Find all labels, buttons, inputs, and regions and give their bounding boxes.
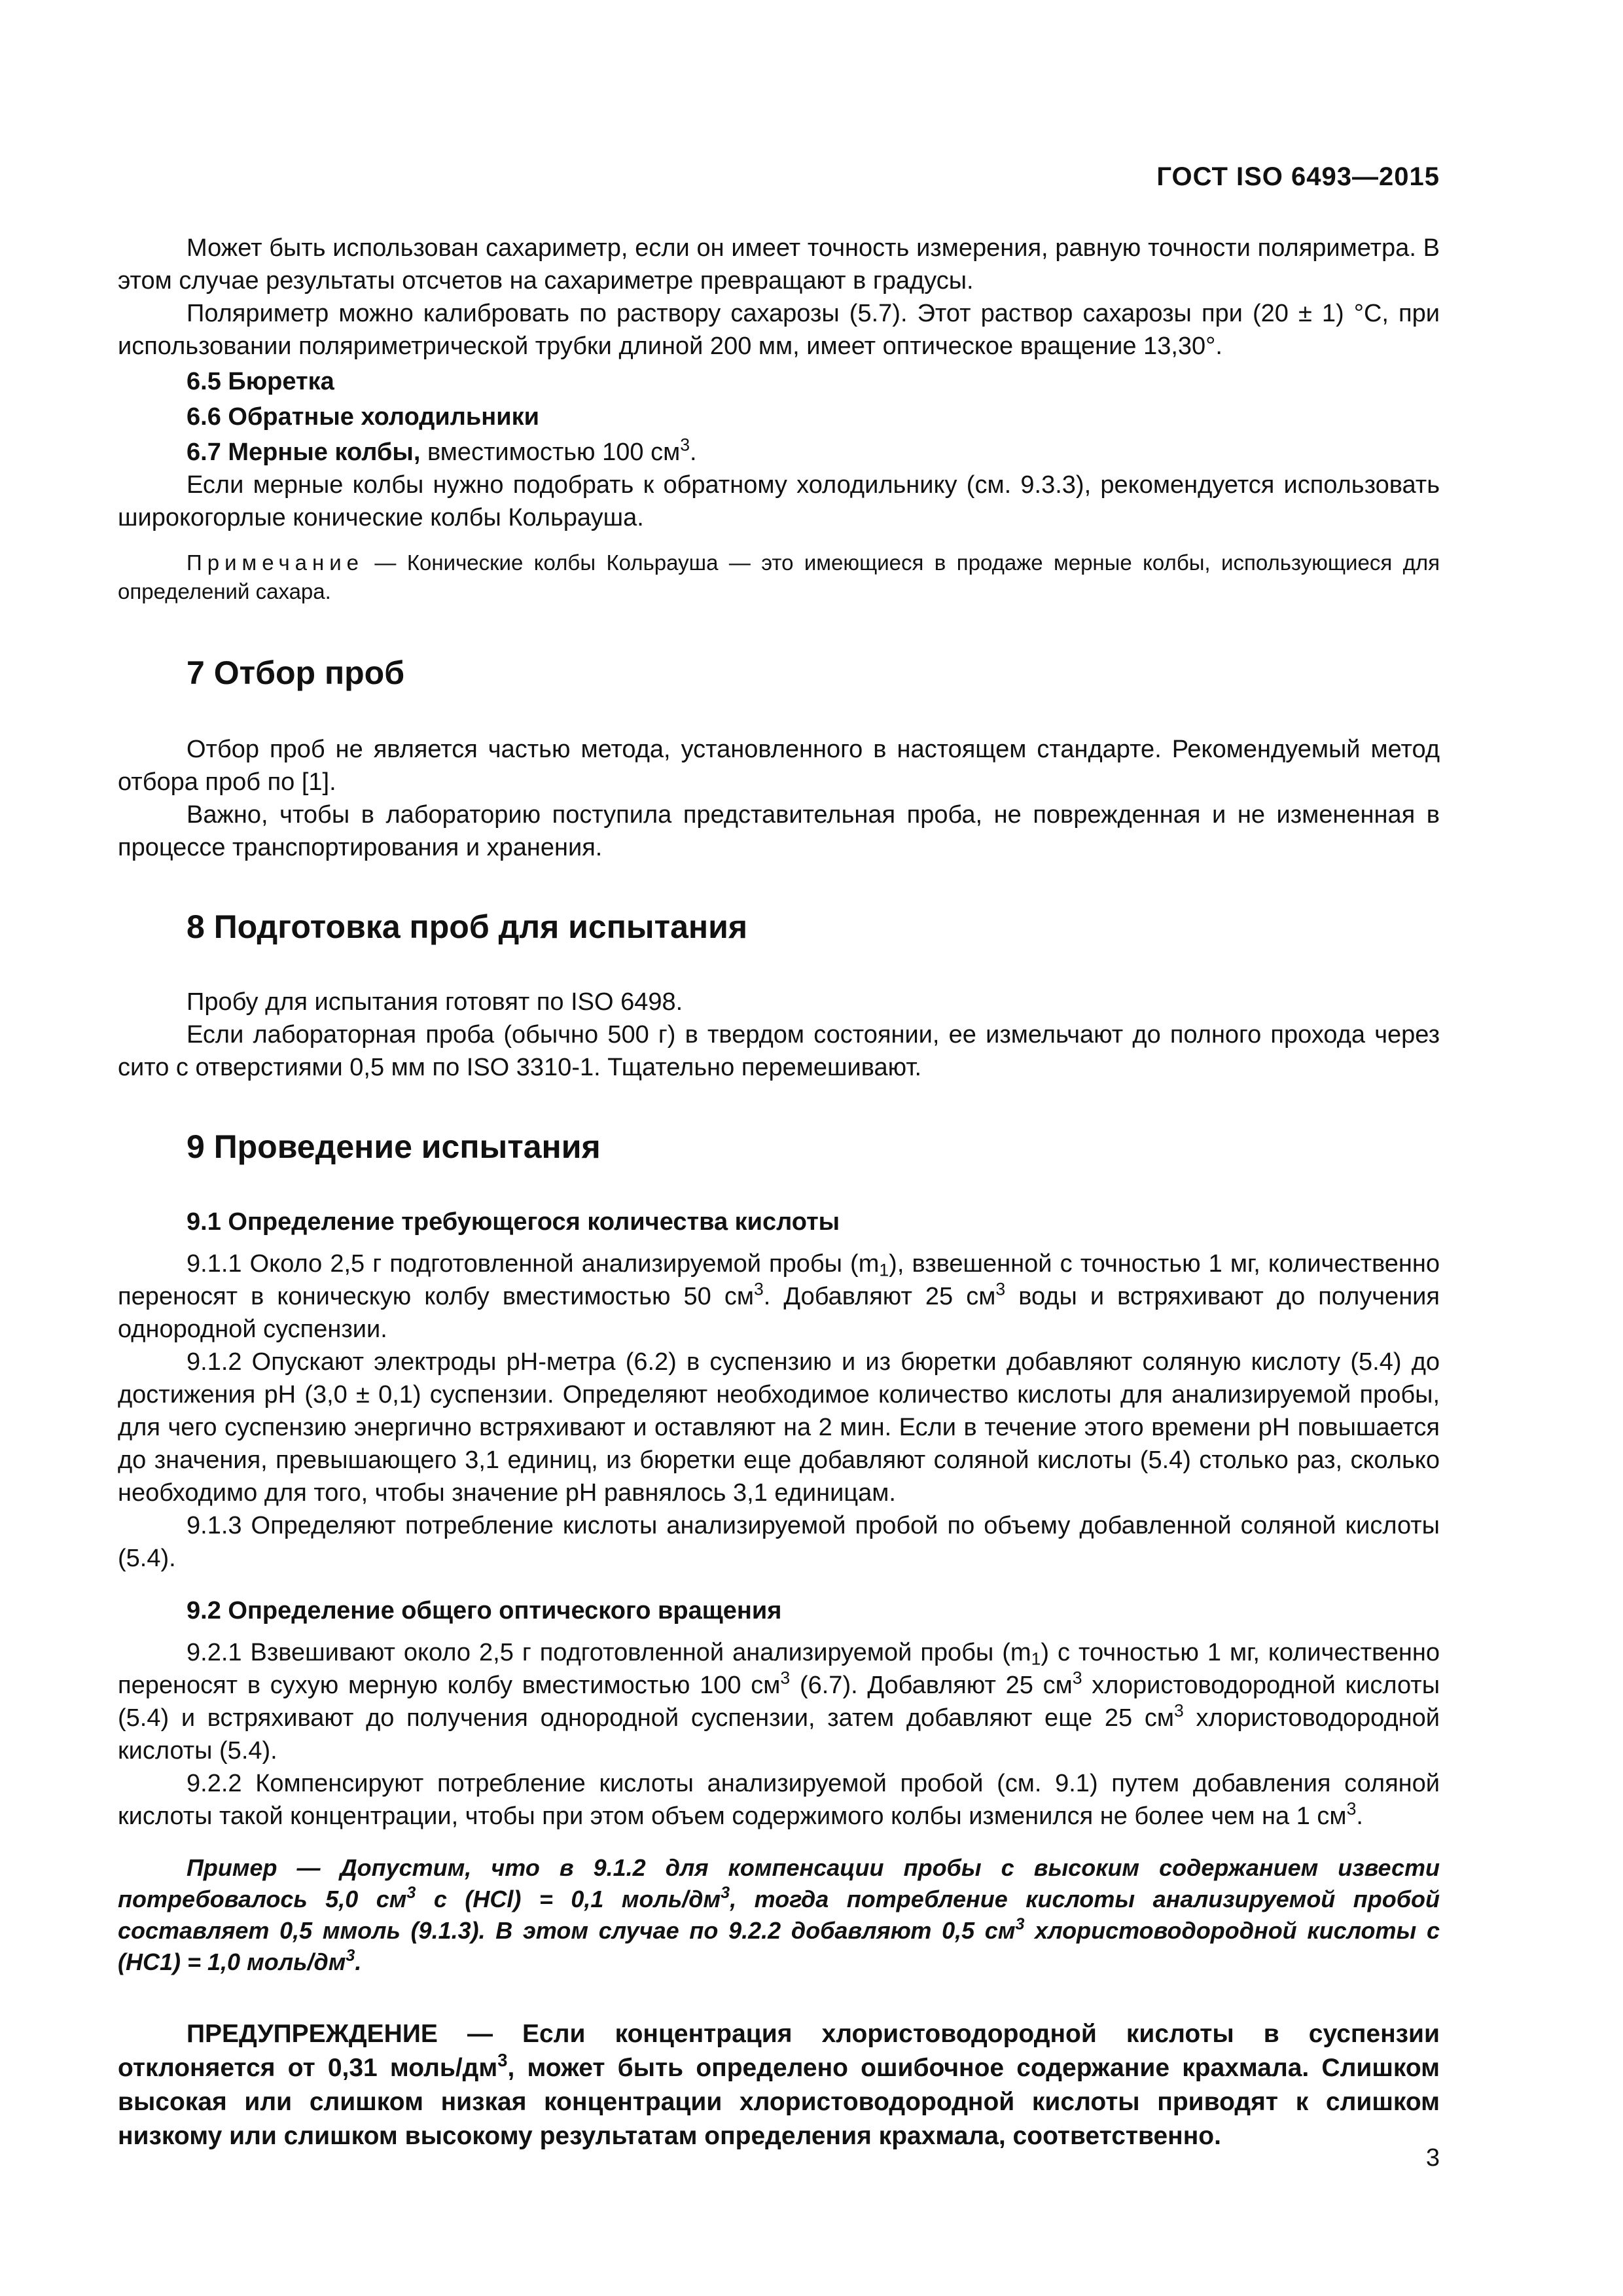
paragraph-9-2-1 [118,1636,1440,1767]
paragraph-9-1-1 [118,1247,1440,1346]
text-run: ) с точностью 1 мг, количественно переносят в сухую мерную колбу вместимостью 100 см [118,1639,1440,1699]
section-7-paragraph-2: Важно, чтобы в лабораторию поступила представительная проба, не поврежденная и не измененная в процессе транспортирования и хранения. [118,801,1440,861]
text-run: хлористоводородной кислоты (5.4). [118,1704,1440,1765]
item-description: вместимостью 100 см [420,439,681,466]
superscript: 3 [1072,1668,1082,1688]
text-run: воды и встряхивают до получения однородной суспензии. [118,1283,1440,1343]
item-end: . [690,439,697,466]
text-run: , может быть определено ошибочное содержание крахмала. Слишком высокая или слишком низкая концентрации хлористоводородной кислоты приводят к слишком низкому или слишком высокому результатам определения крахмала, соответственно. [118,2054,1440,2150]
item-6-6 [187,401,1440,433]
paragraph-9-2-2 [118,1767,1440,1833]
text-run: (6.7). Добавляют 25 см [790,1672,1073,1699]
note-label: Примечание [187,550,365,575]
text-run: Пример — Допустим, что в 9.1.2 для компенсации пробы с высоким содержанием извести потребовалось 5,0 см [118,1854,1440,1912]
superscript: 3 [995,1279,1006,1299]
standard-header: ГОСТ ISO 6493—2015 [1156,162,1440,191]
section-7-paragraph-1: Отбор проб не является частью метода, установленного в настоящем стандарте. Рекомендуемый метод отбора проб по [1]. [118,736,1440,796]
warning-block [118,2017,1440,2153]
item-title: Обратные холодильники [228,403,539,431]
text-run: 9.2.2 Компенсируют потребление кислоты анализируемой пробой (см. 9.1) путем добавления соляной кислоты такой концентрации, чтобы при этом объем содержимого колбы изменился не более чем на 1 см [118,1770,1440,1830]
item-number: 6.6 [187,403,221,431]
example-block [118,1852,1440,1978]
superscript: 3 [1015,1915,1025,1934]
text-run: 9.1.1 Около 2,5 г подготовленной анализируемой пробы (m [187,1250,880,1278]
section-8-paragraph-2: Если лабораторная проба (обычно 500 г) в твердом состоянии, ее измельчают до полного прохода через сито с отверстиями 0,5 мм по ISO 3310-1. Тщательно перемешивают. [118,1021,1440,1081]
item-6-5 [187,365,1440,398]
section-8-title: 8 Подготовка проб для испытания [187,908,748,945]
item-title: Мерные колбы, [228,439,421,466]
item-title: Бюретка [228,368,334,395]
section-9-title: 9 Проведение испытания [187,1128,601,1165]
page-content [118,232,1440,2153]
note [118,548,1440,606]
paragraph-saccharimeter: Может быть использован сахариметр, если он имеет точность измерения, равную точности поляриметра. В этом случае результаты отсчетов на сахариметре превращают в градусы. [118,234,1440,295]
text-run: . [355,1948,362,1975]
superscript: 3 [721,1884,730,1903]
text-run: хлористоводородной кислоты с (НС1) = 1,0 моль/дм [118,1917,1440,1975]
page-number: 3 [1425,2144,1440,2172]
section-8-paragraph-1: Пробу для испытания готовят по ISO 6498. [187,988,683,1016]
text-run: с (HCl) = 0,1 моль/дм [416,1886,721,1912]
item-number: 6.7 [187,439,221,466]
paragraph-flasks: Если мерные колбы нужно подобрать к обратному холодильнику (см. 9.3.3), рекомендуется использовать широкогорлые конические колбы Кольрауша. [118,471,1440,531]
paragraph-polarimeter: Поляриметр можно калибровать по раствору сахарозы (5.7). Этот раствор сахарозы при (20 ± 1) °С, при использовании поляриметрической трубки длиной 200 мм, имеет оптическое вращение 13,30°. [118,300,1440,360]
text-run: . Добавляют 25 см [763,1283,996,1310]
superscript: 3 [346,1946,355,1965]
superscript: 3 [1173,1700,1184,1721]
subsection-9-1-title: 9.1 Определение требующегося количества кислоты [187,1208,840,1236]
superscript: 3 [1346,1799,1357,1819]
superscript: 3 [680,435,690,455]
subsection-9-2-title: 9.2 Определение общего оптического вращения [187,1597,782,1624]
text-run: ), взвешенной с точностью 1 мг, количественно переносят в коническую колбу вместимостью 50 см [118,1250,1440,1310]
text-run: 9.2.1 Взвешивают около 2,5 г подготовленной анализируемой пробы (m [187,1639,1031,1666]
item-6-7 [187,436,1440,469]
paragraph-9-1-3: 9.1.3 Определяют потребление кислоты анализируемой пробой по объему добавленной соляной кислоты (5.4). [118,1512,1440,1572]
item-number: 6.5 [187,368,221,395]
note-text: — Конические колбы Кольрауша — это имеющиеся в продаже мерные колбы, использующиеся для определений сахара. [118,550,1440,603]
superscript: 3 [497,2050,508,2070]
superscript: 3 [406,1884,416,1903]
text-run: хлористоводородной кислоты (5.4) и встряхивают до получения однородной суспензии, затем добавляют еще 25 см [118,1672,1440,1732]
text-run: , тогда потребление кислоты анализируемой пробой составляет 0,5 ммоль (9.1.3). В этом случае по 9.2.2 добавляют 0,5 см [118,1886,1440,1944]
superscript: 3 [780,1668,791,1688]
section-7-title: 7 Отбор проб [187,655,405,691]
subscript: 1 [1031,1649,1041,1669]
document-page [118,0,1440,2296]
text-run: ПРЕДУПРЕЖДЕНИЕ — Если концентрация хлористоводородной кислоты в суспензии отклоняется от 0,31 моль/дм [118,2020,1440,2082]
subscript: 1 [879,1260,889,1280]
superscript: 3 [753,1279,764,1299]
text-run: . [1356,1803,1363,1830]
paragraph-9-1-2: 9.1.2 Опускают электроды pH-метра (6.2) в суспензию и из бюретки добавляют соляную кислоту (5.4) до достижения pH (3,0 ± 0,1) суспензии. Определяют необходимое количество кислоты для анализируемой пробы, для чего суспензию энергично встряхивают и оставляют на 2 мин. Если в течение этого времени pH повышается до значения, превышающего 3,1 единиц, из бюретки еще добавляют соляной кислоты (5.4) столько раз, сколько необходимо для того, чтобы значение pH равнялось 3,1 единицам. [118,1348,1440,1507]
